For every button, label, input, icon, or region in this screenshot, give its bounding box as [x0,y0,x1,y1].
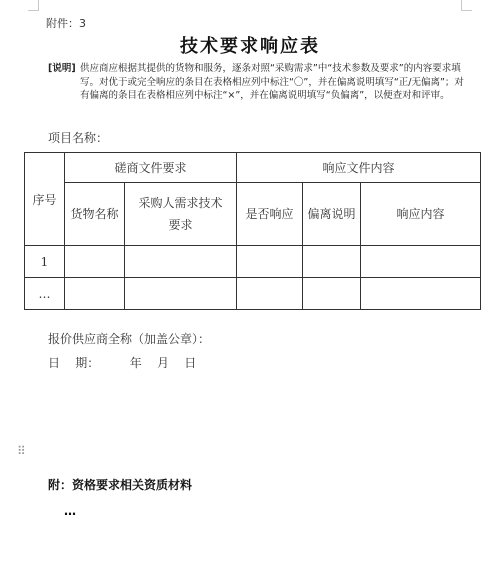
header-purchaser-requirements [125,183,237,246]
cell-purchaser-requirements[interactable] [125,278,237,310]
cell-goods-name[interactable] [65,278,125,310]
cell-deviation-note[interactable] [303,278,361,310]
header-deviation-note: 偏离说明 [303,183,361,246]
cell-response-detail[interactable] [361,246,481,278]
cell-deviation-note[interactable] [303,246,361,278]
note-text: 供应商应根据其提供的货物和服务，逐条对照“采购需求”中“技术参数及要求”的内容要求填写。对优于或完全响应的条目在表格相应列中标注“〇”，并在偏离说明填写“正/无偏离”；对有偏离的条目在表格相应列中标注“×”，并在偏离说明填写“负偏离”，以便查对和评审。 [80,63,464,101]
header-response-content: 响应文件内容 [237,153,481,183]
page-corner-mark-left [28,0,39,11]
cell-goods-name[interactable] [65,246,125,278]
table-row [25,278,481,310]
date-line: 日 期： 年 月 日 [48,356,197,370]
cell-is-responsive[interactable] [237,246,303,278]
project-name-label: 项目名称： [48,131,109,145]
attachment-number: 附件：3 [46,17,86,30]
supplier-signature-label: 报价供应商全称（加盖公章）： [48,332,211,346]
cell-response-detail[interactable] [361,278,481,310]
appendix-ellipsis: … [64,504,76,518]
instruction-note [48,62,468,103]
cell-purchaser-requirements[interactable] [125,246,237,278]
header-response-detail: 响应内容 [361,183,481,246]
row-seq: … [25,278,65,310]
header-purchaser-requirements-text: 采购人需求技术要求 [138,196,223,232]
note-label: [说明] [48,63,76,74]
table-row [25,246,481,278]
drag-handle-icon[interactable]: ⠿ [17,444,26,458]
technical-response-table [24,152,481,310]
document-title: 技术要求响应表 [180,36,320,57]
header-is-responsive: 是否响应 [237,183,303,246]
row-seq: 1 [25,246,65,278]
appendix-heading: 附：资格要求相关资质材料 [48,478,193,492]
header-tender-requirements: 磋商文件要求 [65,153,237,183]
cell-is-responsive[interactable] [237,278,303,310]
header-goods-name: 货物名称 [65,183,125,246]
page-corner-mark-right [461,0,472,11]
header-seq: 序号 [25,153,65,246]
